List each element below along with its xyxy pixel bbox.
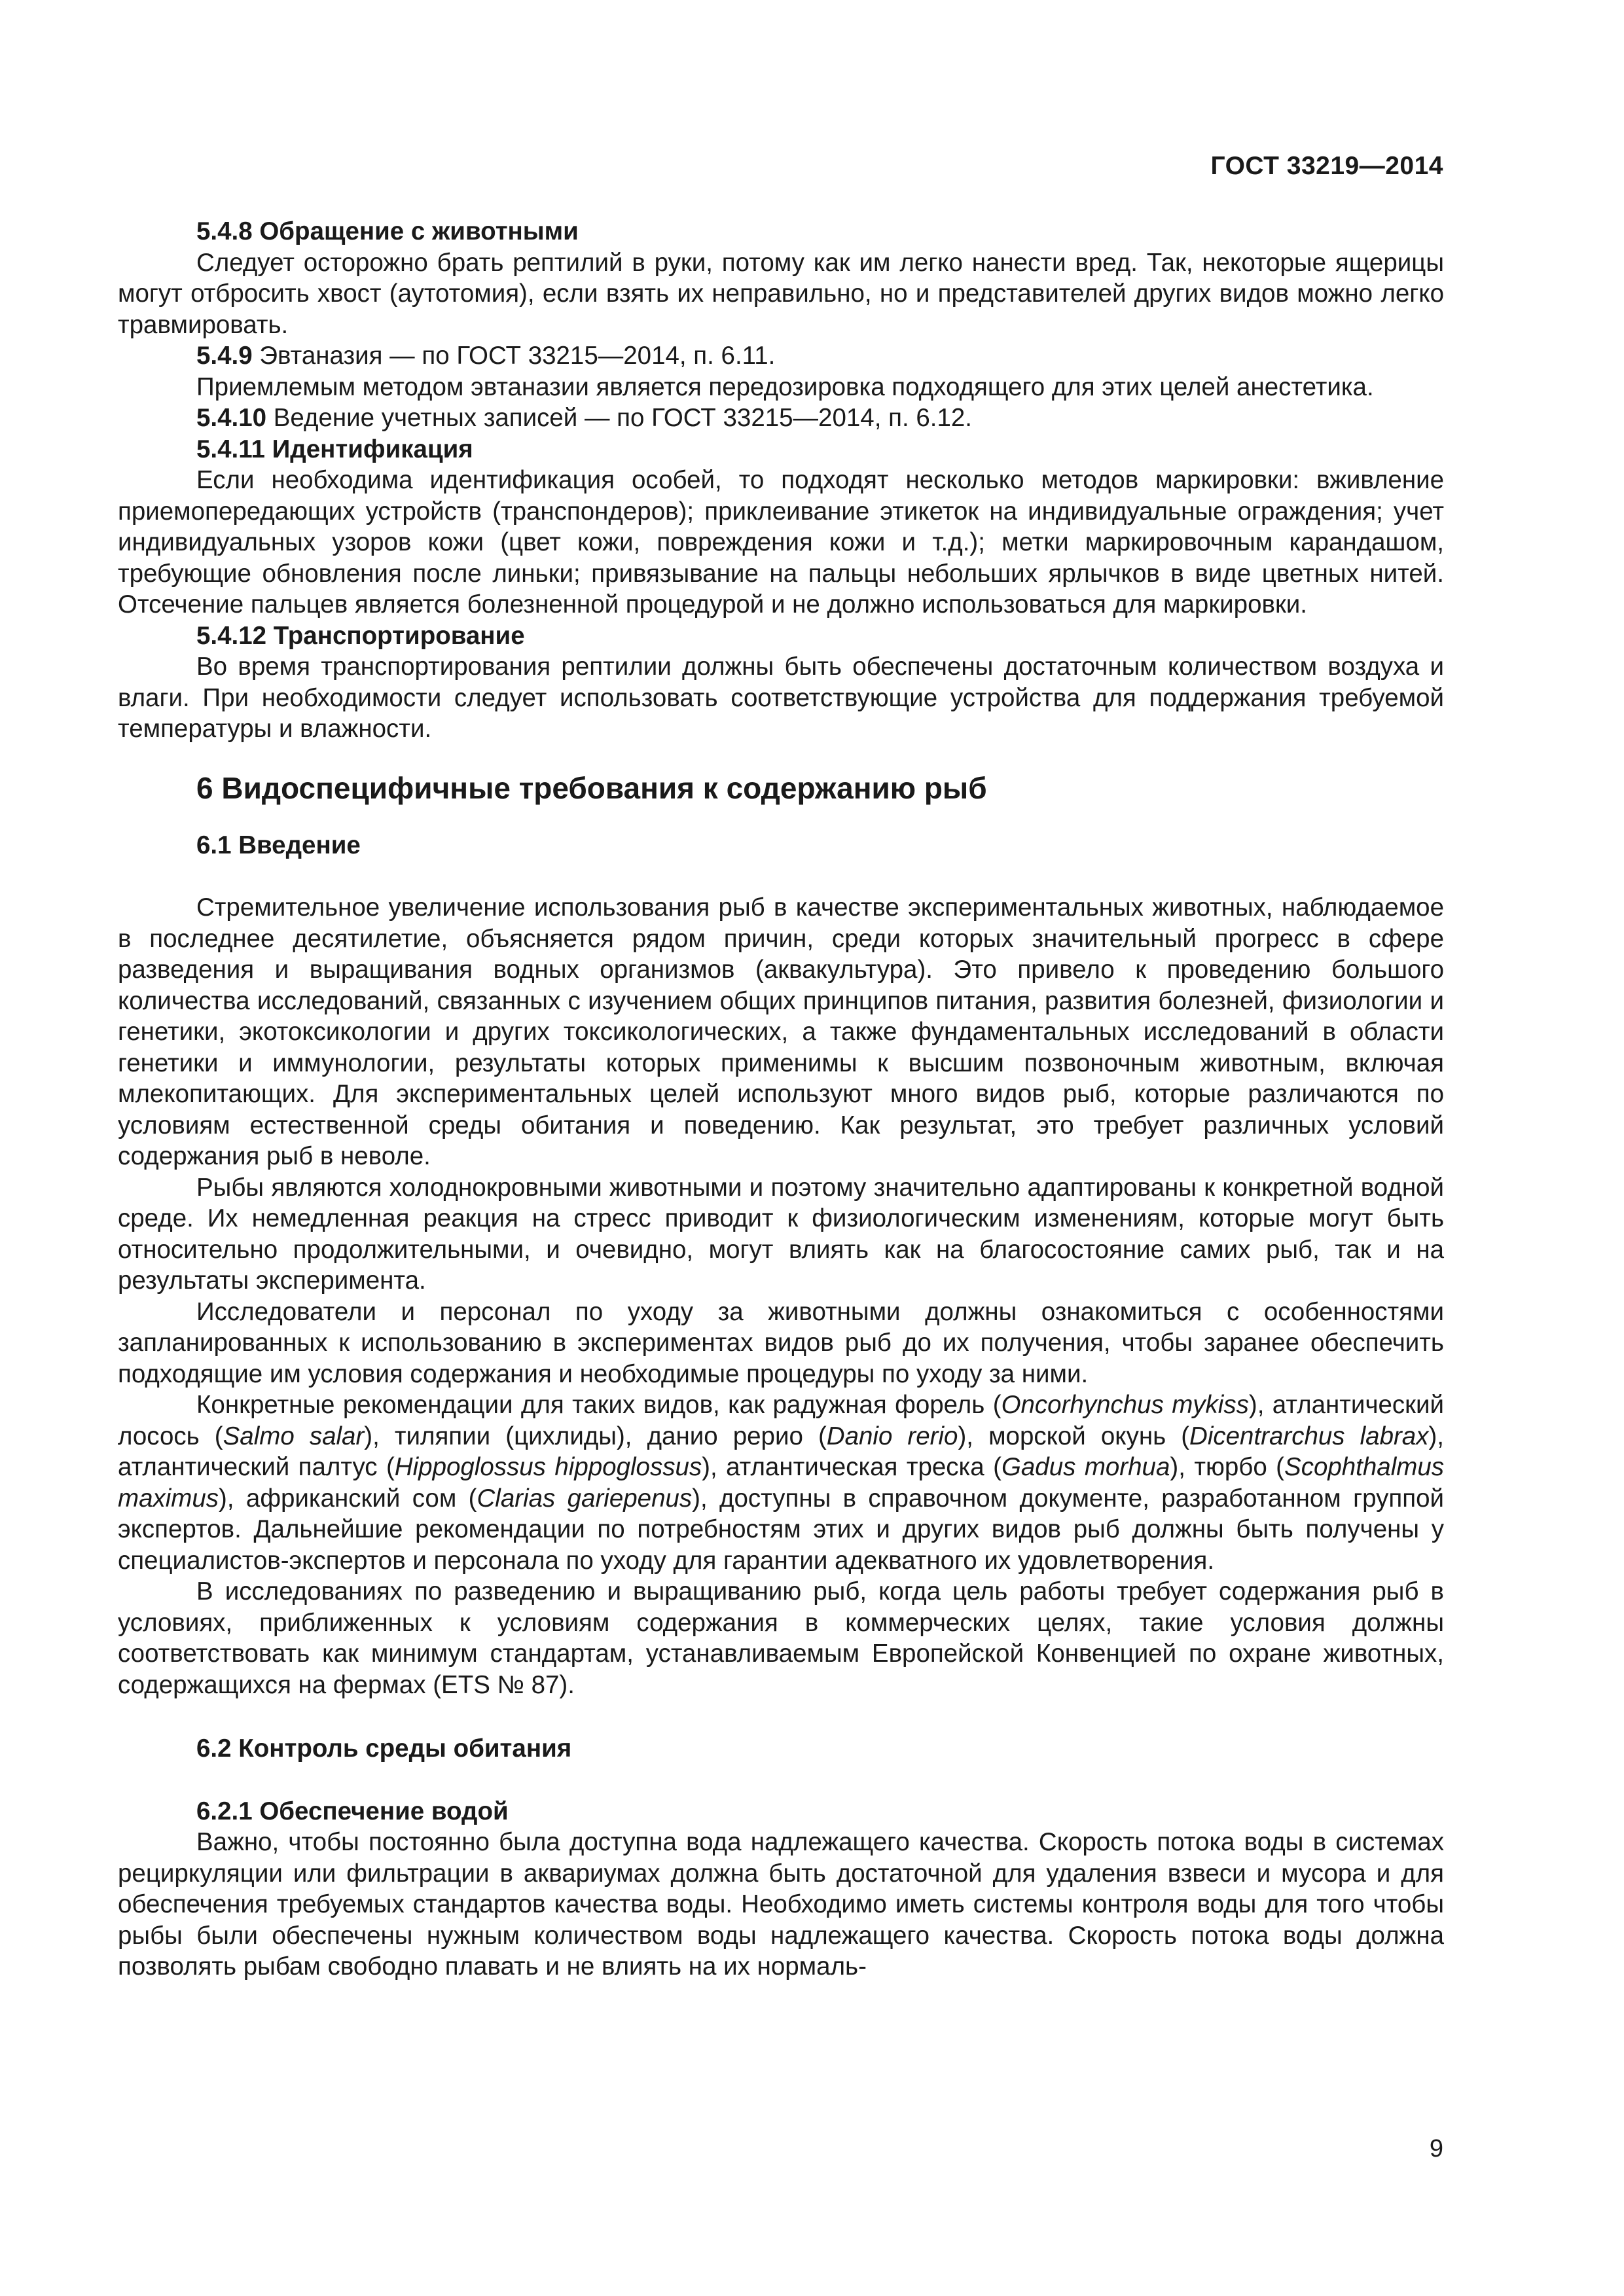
section-6-2-1-paragraph: Важно, чтобы постоянно была доступна вода надлежащего качества. Скорость потока воды в системах рециркуляции или фильтрации в аквариумах должна быть достаточной для удаления взвеси и мусора и для обеспечения требуемых стандартов качества воды. Необходимо иметь системы контроля воды для того чтобы рыбы были обеспечены нужным количеством воды надлежащего качества. Скорость потока воды должна позволять рыбам свободно плавать и не влиять на их нормаль- bbox=[118, 1828, 1444, 1981]
text-run: ), атлантический палтус ( bbox=[118, 1422, 1445, 1481]
section-5-4-12-title: 5.4.12 Транспортирование bbox=[196, 621, 525, 650]
section-6-1-paragraph-2: Рыбы являются холоднокровными животными и поэтому значительно адаптированы к конкретной водной среде. Их немедленная реакция на стресс приводит к физиологическим изменениям, которые могут быть относительно продолжительными, и очевидно, могут влиять как на благосостояние самих рыб, так и на результаты эксперимента. bbox=[118, 1173, 1444, 1295]
section-5-4-10-line bbox=[118, 403, 1444, 434]
species-name: Scophthalmus maximus bbox=[118, 1453, 1444, 1513]
section-5-4-10-number: 5.4.10 bbox=[196, 404, 267, 432]
section-6-heading: 6 Видоспецифичные требования к содержанию рыб bbox=[196, 770, 987, 805]
page-number: 9 bbox=[1429, 2135, 1443, 2162]
species-name: Danio rerio bbox=[826, 1422, 958, 1450]
species-name: Gadus morhua bbox=[1001, 1453, 1170, 1481]
text-run: Конкретные рекомендации для таких видов, как радужная форель ( bbox=[196, 1391, 1001, 1419]
section-5-4-9-line bbox=[118, 340, 1444, 372]
section-6-1-paragraph-5: В исследованиях по разведению и выращиванию рыб, когда цель работы требует содержания рыб в условиях, приближенных к условиям содержания в коммерческих целях, такие условия должны соответствовать как минимум стандартам, устанавливаемым Европейской Конвенцией по охране животных, содержащихся на фермах (ETS № 87). bbox=[118, 1577, 1444, 1699]
document-code: ГОСТ 33219—2014 bbox=[1210, 152, 1443, 180]
section-5-4-11-title: 5.4.11 Идентификация bbox=[196, 435, 473, 463]
section-6-1-heading: 6.1 Введение bbox=[196, 831, 361, 859]
section-6-2-1-title: 6.2.1 Обеспечение водой bbox=[196, 1797, 509, 1825]
text-run: ), атлантический лосось ( bbox=[118, 1391, 1445, 1450]
species-name: Oncorhynchus mykiss bbox=[1001, 1391, 1249, 1419]
text-run: ), атлантическая треска ( bbox=[702, 1453, 1001, 1481]
species-name: Dicentrarchus labrax bbox=[1189, 1422, 1429, 1450]
section-5-4-11-paragraph: Если необходима идентификация особей, то подходят несколько методов маркировки: вживление приемопередающих устройств (транспондеров); приклеивание этикеток на индивидуальные ограждения; учет индивидуальных узоров кожи (цвет кожи, повреждения кожи и т.д.); метки маркировочным карандашом, требующие обновления после линьки; привязывание на пальцы небольших ярлычков в виде цветных нитей. Отсечение пальцев является болезненной процедурой и не должно использоваться для маркировки. bbox=[118, 466, 1444, 619]
section-6-1-paragraph-1: Стремительное увеличение использования рыб в качестве экспериментальных животных, наблюдаемое в последнее десятилетие, объясняется рядом причин, среди которых значительный прогресс в сфере разведения и выращивания водных организмов (аквакультура). Это привело к проведению большого количества исследований, связанных с изучением общих принципов питания, развития болезней, физиологии и генетики, экотоксикологии и других токсикологических, а также фундаментальных исследований в области генетики и иммунологии, результаты которых применимы к высшим позвоночным животным, включая млекопитающих. Для экспериментальных целей используют много видов рыб, которые различаются по условиям естественной среды обитания и поведению. Как результат, это требует различных условий содержания рыб в неволе. bbox=[118, 893, 1444, 1170]
species-name: Salmo salar bbox=[223, 1422, 365, 1450]
section-5-4-9-paragraph: Приемлемым методом эвтаназии является передозировка подходящего для этих целей анестетика. bbox=[196, 372, 1374, 401]
text-run: ), тюрбо ( bbox=[1170, 1453, 1285, 1481]
species-name: Clarias gariepenus bbox=[477, 1484, 693, 1513]
section-6-1-paragraph-3: Исследователи и персонал по уходу за животными должны ознакомиться с особенностями запланированных к использованию в экспериментах видов рыб до их получения, чтобы заранее обеспечить подходящие им условия содержания и необходимые процедуры по уходу за ними. bbox=[118, 1297, 1444, 1388]
section-5-4-9-number: 5.4.9 bbox=[196, 342, 253, 370]
text-run: ), доступны в справочном документе, разработанном группой экспертов. Дальнейшие рекомендации по потребностям этих и других видов рыб должны быть получены у специалистов-экспертов и персонала по уходу для гарантии адекватного их удовлетворения. bbox=[118, 1484, 1445, 1575]
document-body bbox=[118, 216, 1444, 1982]
section-5-4-10-text: Ведение учетных записей — по ГОСТ 33215—2014, п. 6.12. bbox=[266, 404, 972, 432]
text-run: ), африканский сом ( bbox=[219, 1484, 477, 1513]
section-5-4-12-paragraph: Во время транспортирования рептилии должны быть обеспечены достаточным количеством воздуха и влаги. При необходимости следует использовать соответствующие устройства для поддержания требуемой температуры и влажности. bbox=[118, 653, 1444, 743]
section-5-4-9-text: Эвтаназия — по ГОСТ 33215—2014, п. 6.11. bbox=[252, 342, 776, 370]
section-5-4-8-paragraph: Следует осторожно брать рептилий в руки, потому как им легко нанести вред. Так, некоторые ящерицы могут отбросить хвост (аутотомия), если взять их неправильно, но и представителей других видов можно легко травмировать. bbox=[118, 248, 1444, 339]
section-5-4-8-title: 5.4.8 Обращение с животными bbox=[196, 217, 579, 245]
text-run: ), морской окунь ( bbox=[958, 1422, 1190, 1450]
species-name: Hippoglossus hippoglossus bbox=[394, 1453, 702, 1481]
text-run: ), тиляпии (цихлиды), данио рерио ( bbox=[364, 1422, 827, 1450]
section-6-2-heading: 6.2 Контроль среды обитания bbox=[196, 1734, 572, 1763]
section-6-1-paragraph-4 bbox=[118, 1390, 1444, 1576]
